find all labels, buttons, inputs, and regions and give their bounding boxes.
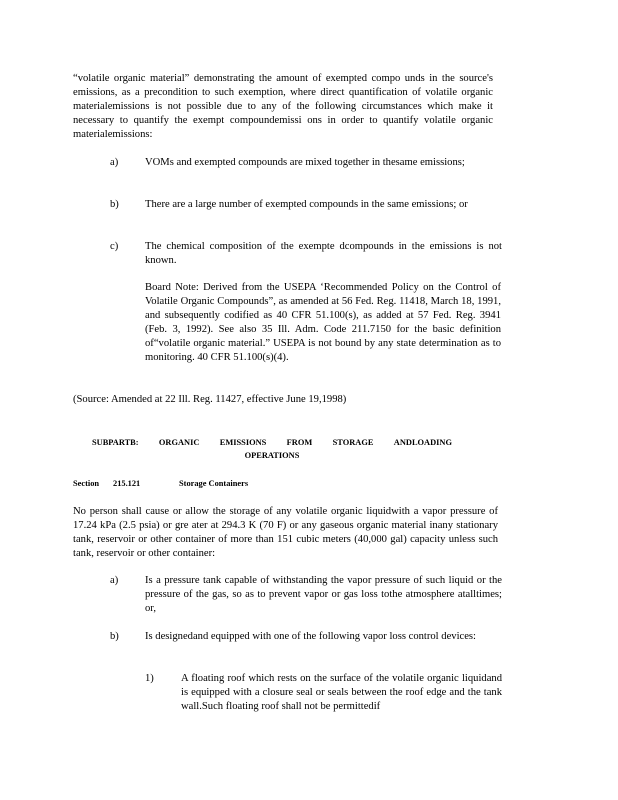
- list-item-text: A floating roof which rests on the surface of the volatile organic liquidand is equipped with a closure seal or seals between the roof edge and the tank wall.Such floating roof shall not be permittedif: [181, 673, 502, 712]
- rule-paragraph: No person shall cause or allow the storage of any volatile organic liquidwith a vapor pressure of 17.24 kPa (2.5 psia) or gre ater at 294.3 K (70 F) or any gaseous organic material inany stationary tank, reservoir or other container of more than 151 cubic meters (40,000 gal) capacity unless such tank, reservoir or other container:: [73, 506, 498, 559]
- list-item-label: b): [110, 631, 119, 642]
- list-item-a: [110, 156, 502, 184]
- list-item-text: Is a pressure tank capable of withstanding the vapor pressure of such liquid or the pressure of the gas, so as to prevent vapor or gas loss tothe atmosphere atalltimes; or,: [145, 575, 502, 614]
- subpart-word: SUBPARTB:: [92, 438, 139, 447]
- list-item-label: 1): [145, 673, 154, 684]
- subpart-word: STORAGE: [332, 438, 374, 447]
- subpart-word: EMISSIONS: [219, 438, 267, 447]
- list-item-text: There are a large number of exempted compounds in the same emissions; or: [145, 199, 468, 210]
- subpart-heading-line2: OPERATIONS: [244, 451, 300, 460]
- rule-item-b: [110, 630, 502, 658]
- subpart-word: ANDLOADING: [393, 438, 452, 447]
- source-note: (Source: Amended at 22 Ill. Reg. 11427, effective June 19,1998): [73, 394, 347, 405]
- subpart-word: FROM: [286, 438, 313, 447]
- list-item-text: VOMs and exempted compounds are mixed together in thesame emissions;: [145, 157, 465, 168]
- rule-subitem-1: [145, 672, 502, 714]
- list-item-text: The chemical composition of the exempte dcompounds in the emissions is not known.: [145, 241, 502, 266]
- section-heading: [73, 478, 273, 490]
- subpart-heading: [92, 436, 452, 462]
- list-item-c: [110, 240, 502, 268]
- list-item-b: [110, 198, 502, 226]
- section-title: Storage Containers: [179, 479, 249, 488]
- list-item-label: c): [110, 241, 119, 252]
- list-item-label: b): [110, 199, 119, 210]
- list-item-label: a): [110, 157, 119, 168]
- section-number: 215.121: [113, 479, 141, 488]
- rule-item-a: [110, 574, 502, 616]
- intro-paragraph: “volatile organic material” demonstrating the amount of exempted compo unds in the source's emissions, as a precondition to such exemption, where direct quantification of volatile organic materialemissions is not possible due to any of the following circumstances which make it necessary to quantify the exempt compoundemissi ons in order to quantify volatile organic materialemissions:: [73, 73, 493, 140]
- list-item-label: a): [110, 575, 119, 586]
- subpart-word: ORGANIC: [158, 438, 200, 447]
- board-note: Board Note: Derived from the USEPA ‘Recommended Policy on the Control of Volatile Organic Compounds”, as amended at 56 Fed. Reg. 11418, March 18, 1991, and subsequently codified as 40 CFR 51.100(s), as added at 57 Fed. Reg. 3941 (Feb. 3, 1992). See also 35 Ill. Adm. Code 211.7150 for the basic definition of“volatile organic material.” USEPA is not bound by any state determination as to monitoring. 40 CFR 51.100(s)(4).: [145, 282, 501, 363]
- section-label: Section: [73, 479, 100, 488]
- list-item-text: Is designedand equipped with one of the following vapor loss control devices:: [145, 631, 476, 642]
